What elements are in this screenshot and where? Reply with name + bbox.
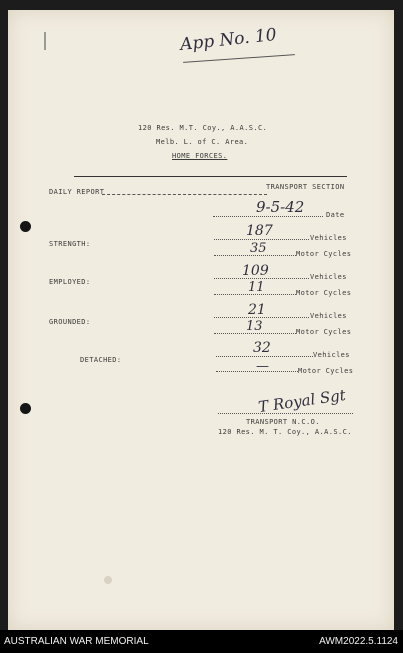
archive-footer	[0, 630, 403, 653]
date-leader	[213, 216, 323, 217]
header-rule	[74, 176, 347, 177]
detached-vehicles-value: 32	[253, 340, 271, 356]
report-section: TRANSPORT SECTION	[266, 183, 345, 191]
header-unit: 120 Res. M.T. Coy., A.A.S.C.	[138, 124, 268, 132]
strength-cycles-unit: Motor Cycles	[296, 250, 352, 258]
strength-vehicles-unit: Vehicles	[310, 234, 347, 242]
row-label-detached: DETACHED:	[80, 356, 122, 364]
grounded-vehicles-leader	[214, 317, 309, 318]
grounded-cycles-value: 13	[246, 319, 263, 334]
header-forces: HOME FORCES.	[172, 152, 228, 160]
strength-cycles-value: 35	[250, 241, 267, 256]
footer-accession: AWM2022.5.1124	[319, 636, 398, 647]
detached-vehicles-leader	[216, 356, 313, 357]
employed-vehicles-leader	[214, 278, 309, 279]
signature-unit: 120 Res. M. T. Coy., A.A.S.C.	[218, 428, 352, 436]
grounded-vehicles-unit: Vehicles	[310, 312, 347, 320]
detached-cycles-value: —	[256, 359, 269, 374]
punch-hole-bottom	[20, 403, 31, 414]
detached-cycles-leader	[216, 371, 298, 372]
employed-cycles-unit: Motor Cycles	[296, 289, 352, 297]
pin-mark	[44, 32, 46, 50]
row-label-grounded: GROUNDED:	[49, 318, 91, 326]
date-value: 9-5-42	[256, 198, 305, 216]
report-title: DAILY REPORT	[49, 188, 105, 196]
punch-hole-top	[20, 221, 31, 232]
signature-title: TRANSPORT N.C.O.	[246, 418, 320, 426]
row-label-strength: STRENGTH:	[49, 240, 91, 248]
signature-line	[218, 413, 353, 414]
strength-vehicles-leader	[214, 239, 309, 240]
grounded-vehicles-value: 21	[248, 302, 266, 318]
annotation-handwritten: App No. 10	[179, 25, 278, 55]
employed-vehicles-value: 109	[242, 263, 269, 279]
faint-mark	[104, 576, 112, 584]
detached-vehicles-unit: Vehicles	[313, 351, 350, 359]
report-title-leader	[102, 194, 267, 195]
strength-vehicles-value: 187	[246, 223, 273, 239]
row-label-employed: EMPLOYED:	[49, 278, 91, 286]
grounded-cycles-leader	[214, 333, 296, 334]
header-area: Melb. L. of C. Area.	[156, 138, 249, 146]
employed-vehicles-unit: Vehicles	[310, 273, 347, 281]
footer-institution: AUSTRALIAN WAR MEMORIAL	[4, 636, 149, 647]
document-page	[8, 10, 394, 630]
date-label: Date	[326, 211, 345, 219]
annotation-underline	[183, 54, 295, 63]
grounded-cycles-unit: Motor Cycles	[296, 328, 352, 336]
detached-cycles-unit: Motor Cycles	[298, 367, 354, 375]
signature: T Royal Sgt	[257, 385, 347, 417]
strength-cycles-leader	[214, 255, 296, 256]
employed-cycles-leader	[214, 294, 296, 295]
employed-cycles-value: 11	[248, 280, 265, 295]
